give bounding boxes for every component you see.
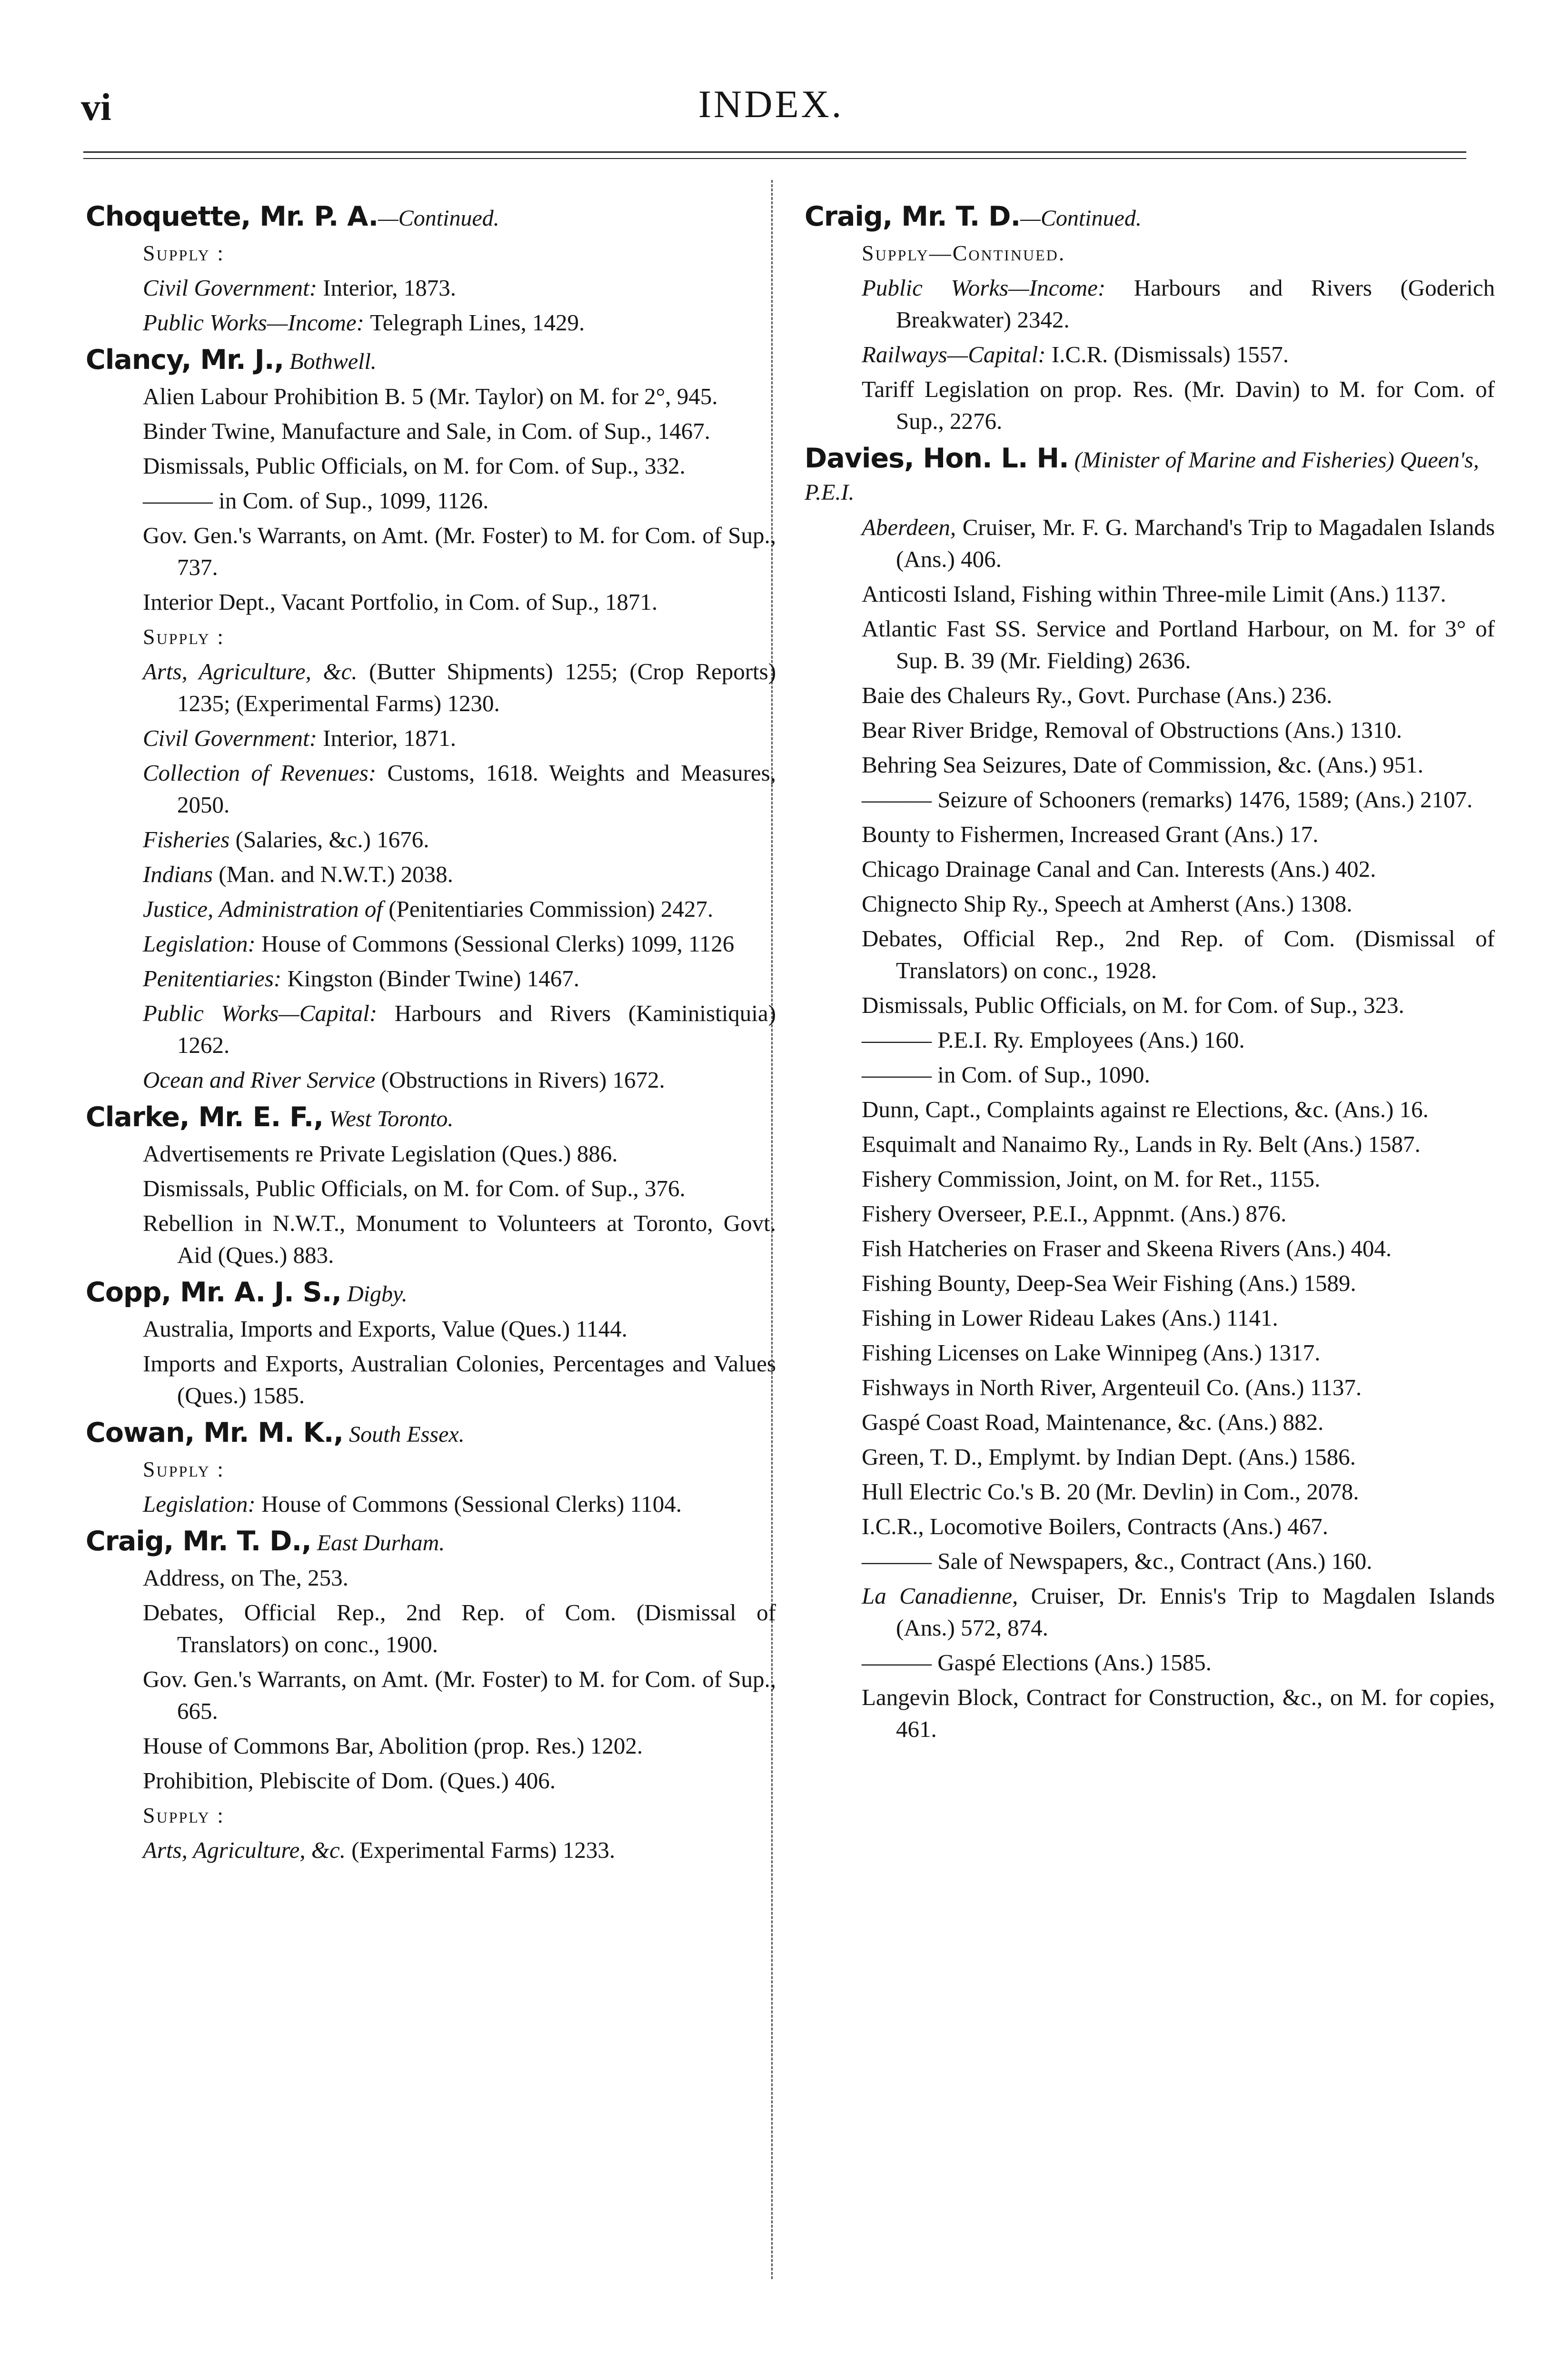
- index-entry: [86, 380, 776, 412]
- person-name: Choquette, Mr. P. A.: [86, 201, 378, 232]
- left-column: [86, 195, 776, 1869]
- entry-italic-lead: Arts, Agriculture, &c.: [143, 658, 369, 684]
- supply-subentry: [86, 928, 776, 960]
- index-entry: [86, 1765, 776, 1796]
- supply-subentry: [86, 997, 776, 1061]
- entry-text: Baie des Chaleurs Ry., Govt. Purchase (Ans.) 236.: [862, 682, 1333, 708]
- entry-text: Telegraph Lines, 1429.: [370, 309, 585, 336]
- entry-text: House of Commons (Sessional Clerks) 1104.: [261, 1491, 682, 1517]
- entry-italic-lead: Railways—Capital:: [862, 341, 1052, 367]
- entry-text: (Penitentiaries Commission) 2427.: [388, 896, 714, 922]
- index-entry: [86, 1663, 776, 1727]
- person-constituency: Bothwell.: [284, 349, 377, 374]
- entry-text: House of Commons Bar, Abolition (prop. Res.) 1202.: [143, 1733, 643, 1759]
- supply-subentry: [86, 757, 776, 821]
- page-number: vi: [81, 85, 111, 129]
- index-entry: [805, 1476, 1495, 1507]
- index-entry: [805, 1441, 1495, 1473]
- entry-text: Dismissals, Public Officials, on M. for Com. of Sup., 376.: [143, 1175, 686, 1201]
- entry-text: ——— Sale of Newspapers, &c., Contract (Ans.) 160.: [862, 1548, 1373, 1574]
- entry-text: Bounty to Fishermen, Increased Grant (Ans.) 17.: [862, 821, 1319, 847]
- entry-text: Dismissals, Public Officials, on M. for Com. of Sup., 332.: [143, 453, 686, 479]
- entry-italic-lead: Justice, Administration of: [143, 896, 389, 922]
- supply-heading: Supply :: [143, 1803, 225, 1827]
- index-entry: [805, 1406, 1495, 1438]
- index-entry: [805, 373, 1495, 437]
- entry-text: Behring Sea Seizures, Date of Commission, &c. (Ans.) 951.: [862, 752, 1423, 778]
- entry-text: Fish Hatcheries on Fraser and Skeena Rivers (Ans.) 404.: [862, 1235, 1392, 1261]
- entry-text: Fishing in Lower Rideau Lakes (Ans.) 1141.: [862, 1305, 1278, 1331]
- supply-subentry: [86, 722, 776, 754]
- entry-italic-lead: Legislation:: [143, 931, 262, 957]
- entry-italic-lead: Penitentiaries:: [143, 965, 288, 992]
- supply-subentry: [86, 962, 776, 994]
- person-constituency: Digby.: [341, 1281, 408, 1307]
- index-person-heading: [86, 1277, 776, 1310]
- index-entry: [805, 1545, 1495, 1577]
- entry-text: I.C.R. (Dismissals) 1557.: [1051, 341, 1289, 367]
- index-entry: [805, 749, 1495, 781]
- index-entry: [805, 1302, 1495, 1334]
- index-entry: [805, 1198, 1495, 1230]
- supply-heading: Supply :: [143, 1457, 225, 1481]
- index-entry: [86, 415, 776, 447]
- entry-italic-lead: Collection of Revenues:: [143, 760, 388, 786]
- index-entry: [86, 1207, 776, 1271]
- entry-text: Australia, Imports and Exports, Value (Ques.) 1144.: [143, 1316, 627, 1342]
- index-entry: [805, 888, 1495, 920]
- person-name: Craig, Mr. T. D.: [805, 201, 1021, 232]
- entry-text: Gov. Gen.'s Warrants, on Amt. (Mr. Foster) to M. for Com. of Sup., 665.: [143, 1666, 776, 1724]
- index-person-heading: [86, 201, 776, 234]
- supply-subentry: [86, 307, 776, 338]
- index-entry: [805, 1510, 1495, 1542]
- supply-subentry: [86, 893, 776, 925]
- entry-italic-lead: Public Works—Income:: [862, 275, 1134, 301]
- index-entry: [805, 1232, 1495, 1264]
- entry-text: Harbours and Rivers (Goderich Breakwater) 2342.: [896, 275, 1495, 333]
- person-name: Copp, Mr. A. J. S.,: [86, 1277, 342, 1308]
- index-person-heading: [86, 344, 776, 377]
- index-entry: [805, 1267, 1495, 1299]
- index-entry: [805, 853, 1495, 885]
- person-name: Clarke, Mr. E. F.,: [86, 1101, 323, 1133]
- person-constituency: West Toronto.: [323, 1106, 454, 1131]
- entry-text: Gaspé Coast Road, Maintenance, &c. (Ans.) 882.: [862, 1409, 1324, 1435]
- entry-text: Kingston (Binder Twine) 1467.: [287, 965, 580, 992]
- entry-text: Fishing Bounty, Deep-Sea Weir Fishing (Ans.) 1589.: [862, 1270, 1356, 1296]
- index-entry: [86, 1172, 776, 1204]
- entry-text: Gov. Gen.'s Warrants, on Amt. (Mr. Foster) to M. for Com. of Sup., 737.: [143, 522, 776, 580]
- entry-text: Green, T. D., Emplymt. by Indian Dept. (Ans.) 1586.: [862, 1444, 1356, 1470]
- entry-text: Fishing Licenses on Lake Winnipeg (Ans.) 1317.: [862, 1339, 1321, 1366]
- index-person-heading: [805, 443, 1495, 508]
- supply-subentry: [86, 823, 776, 855]
- entry-italic-lead: Arts, Agriculture, &c.: [143, 1837, 352, 1863]
- entry-text: (Man. and N.W.T.) 2038.: [219, 861, 453, 887]
- index-entry: [805, 679, 1495, 711]
- entry-text: Customs, 1618. Weights and Measures, 2050.: [177, 760, 776, 818]
- index-entry: [805, 1580, 1495, 1644]
- entry-italic-lead: Civil Government:: [143, 275, 323, 301]
- header-rule-bottom: [83, 158, 1466, 159]
- person-name: Davies, Hon. L. H.: [805, 443, 1069, 474]
- index-entry: [86, 1597, 776, 1660]
- entry-text: ——— Seizure of Schooners (remarks) 1476, 1589; (Ans.) 2107.: [862, 786, 1473, 813]
- entry-text: Rebellion in N.W.T., Monument to Volunteers at Toronto, Govt. Aid (Ques.) 883.: [143, 1210, 776, 1268]
- entry-italic-lead: Public Works—Income:: [143, 309, 370, 336]
- page-title: INDEX.: [698, 82, 844, 126]
- entry-text: Chicago Drainage Canal and Can. Interests (Ans.) 402.: [862, 856, 1376, 882]
- entry-italic-lead: Indians: [143, 861, 219, 887]
- entry-text: (Salaries, &c.) 1676.: [235, 826, 429, 853]
- index-entry: [86, 450, 776, 482]
- index-entry: [86, 1313, 776, 1345]
- index-entry: [86, 1562, 776, 1594]
- entry-text: Dunn, Capt., Complaints against re Elections, &c. (Ans.) 16.: [862, 1096, 1429, 1122]
- index-entry: [805, 818, 1495, 850]
- index-entry: [86, 519, 776, 583]
- entry-text: Fishery Commission, Joint, on M. for Ret., 1155.: [862, 1166, 1321, 1192]
- index-person-heading: [805, 201, 1495, 234]
- index-entry: [805, 783, 1495, 815]
- entry-text: Fishery Overseer, P.E.I., Appnmt. (Ans.) 876.: [862, 1200, 1287, 1227]
- index-entry: [86, 1348, 776, 1411]
- header-rule-top: [83, 151, 1466, 153]
- entry-text: (Experimental Farms) 1233.: [351, 1837, 616, 1863]
- entry-text: Tariff Legislation on prop. Res. (Mr. Davin) to M. for Com. of Sup., 2276.: [862, 376, 1495, 434]
- entry-text: Interior, 1871.: [323, 725, 457, 751]
- entry-italic-lead: Aberdeen,: [862, 514, 963, 540]
- entry-text: Interior Dept., Vacant Portfolio, in Com. of Sup., 1871.: [143, 589, 658, 615]
- entry-text: I.C.R., Locomotive Boilers, Contracts (Ans.) 467.: [862, 1513, 1328, 1539]
- entry-text: ——— Gaspé Elections (Ans.) 1585.: [862, 1649, 1212, 1676]
- entry-text: Chignecto Ship Ry., Speech at Amherst (Ans.) 1308.: [862, 891, 1353, 917]
- entry-text: Fishways in North River, Argenteuil Co. (Ans.) 1137.: [862, 1374, 1362, 1400]
- index-entry: [805, 1163, 1495, 1195]
- entry-text: Binder Twine, Manufacture and Sale, in Com. of Sup., 1467.: [143, 418, 710, 444]
- entry-text: Hull Electric Co.'s B. 20 (Mr. Devlin) in Com., 2078.: [862, 1478, 1359, 1505]
- right-column: [805, 195, 1495, 1748]
- person-constituency: —Continued.: [1020, 206, 1142, 231]
- entry-text: Imports and Exports, Australian Colonies, Percentages and Values (Ques.) 1585.: [143, 1350, 776, 1408]
- entry-text: (Butter Shipments) 1255; (Crop Reports) 1235; (Experimental Farms) 1230.: [177, 658, 776, 716]
- index-entry: [805, 578, 1495, 610]
- entry-text: Advertisements re Private Legislation (Ques.) 886.: [143, 1140, 618, 1167]
- index-entry: [805, 1128, 1495, 1160]
- entry-text: Atlantic Fast SS. Service and Portland Harbour, on M. for 3° of Sup. B. 39 (Mr. Fielding) 2636.: [862, 615, 1495, 674]
- entry-text: Interior, 1873.: [323, 275, 457, 301]
- index-entry: [805, 511, 1495, 575]
- index-entry: [86, 1730, 776, 1762]
- person-constituency: (Minister of Marine and Fisheries) Queen's, P.E.I.: [805, 447, 1479, 505]
- entry-italic-lead: La Canadienne,: [862, 1583, 1031, 1609]
- index-entry: [805, 1646, 1495, 1678]
- person-constituency: South Essex.: [343, 1422, 465, 1447]
- entry-text: Langevin Block, Contract for Construction, &c., on M. for copies, 461.: [862, 1684, 1495, 1742]
- supply-heading: Supply—Continued.: [862, 241, 1066, 265]
- supply-subentry: [86, 858, 776, 890]
- entry-text: Debates, Official Rep., 2nd Rep. of Com. (Dismissal of Translators) on conc., 1900.: [143, 1599, 776, 1657]
- supply-subentry: [86, 1488, 776, 1520]
- index-entry: [805, 1681, 1495, 1745]
- entry-text: House of Commons (Sessional Clerks) 1099, 1126: [261, 931, 735, 957]
- entry-text: Debates, Official Rep., 2nd Rep. of Com. (Dismissal of Translators) on conc., 1928.: [862, 925, 1495, 983]
- entry-italic-lead: Civil Government:: [143, 725, 323, 751]
- entry-text: Cruiser, Dr. Ennis's Trip to Magdalen Islands (Ans.) 572, 874.: [896, 1583, 1495, 1641]
- supply-subentry: [805, 338, 1495, 370]
- person-name: Craig, Mr. T. D.,: [86, 1526, 311, 1557]
- index-person-heading: [86, 1101, 776, 1135]
- index-entry: [805, 1059, 1495, 1091]
- index-entry: [86, 1138, 776, 1170]
- entry-text: (Obstructions in Rivers) 1672.: [381, 1067, 665, 1093]
- index-entry: [805, 714, 1495, 746]
- entry-text: Address, on The, 253.: [143, 1565, 348, 1591]
- person-name: Clancy, Mr. J.,: [86, 344, 284, 376]
- index-entry: [805, 613, 1495, 676]
- entry-text: Alien Labour Prohibition B. 5 (Mr. Taylor) on M. for 2°, 945.: [143, 383, 718, 409]
- index-entry: [805, 922, 1495, 986]
- person-name: Cowan, Mr. M. K.,: [86, 1417, 344, 1448]
- supply-subentry: [86, 655, 776, 719]
- index-entry: [805, 1371, 1495, 1403]
- entry-text: Cruiser, Mr. F. G. Marchand's Trip to Magadalen Islands (Ans.) 406.: [896, 514, 1495, 572]
- index-entry: [805, 1337, 1495, 1368]
- entry-text: ——— in Com. of Sup., 1099, 1126.: [143, 487, 489, 514]
- person-constituency: —Continued.: [378, 206, 499, 231]
- index-entry: [805, 1024, 1495, 1056]
- supply-subentry: [805, 272, 1495, 336]
- supply-subentry: [86, 272, 776, 304]
- entry-text: ——— P.E.I. Ry. Employees (Ans.) 160.: [862, 1027, 1245, 1053]
- entry-text: Dismissals, Public Officials, on M. for Com. of Sup., 323.: [862, 992, 1404, 1018]
- entry-italic-lead: Public Works—Capital:: [143, 1000, 395, 1026]
- entry-text: Prohibition, Plebiscite of Dom. (Ques.) 406.: [143, 1767, 556, 1794]
- index-person-heading: [86, 1417, 776, 1450]
- supply-heading: Supply :: [143, 241, 225, 265]
- person-constituency: East Durham.: [311, 1530, 445, 1556]
- entry-text: ——— in Com. of Sup., 1090.: [862, 1061, 1150, 1088]
- index-entry: [86, 485, 776, 516]
- entry-text: Harbours and Rivers (Kaministiquia) 1262.: [177, 1000, 776, 1058]
- index-entry: [805, 989, 1495, 1021]
- entry-italic-lead: Fisheries: [143, 826, 236, 853]
- supply-subentry: [86, 1064, 776, 1096]
- index-entry: [805, 1093, 1495, 1125]
- index-entry: [86, 586, 776, 618]
- entry-text: Anticosti Island, Fishing within Three-mile Limit (Ans.) 1137.: [862, 581, 1446, 607]
- supply-subentry: [86, 1834, 776, 1866]
- entry-text: Esquimalt and Nanaimo Ry., Lands in Ry. Belt (Ans.) 1587.: [862, 1131, 1421, 1157]
- index-person-heading: [86, 1526, 776, 1559]
- entry-italic-lead: Legislation:: [143, 1491, 262, 1517]
- entry-text: Bear River Bridge, Removal of Obstructions (Ans.) 1310.: [862, 717, 1402, 743]
- entry-italic-lead: Ocean and River Service: [143, 1067, 381, 1093]
- supply-heading: Supply :: [143, 625, 225, 649]
